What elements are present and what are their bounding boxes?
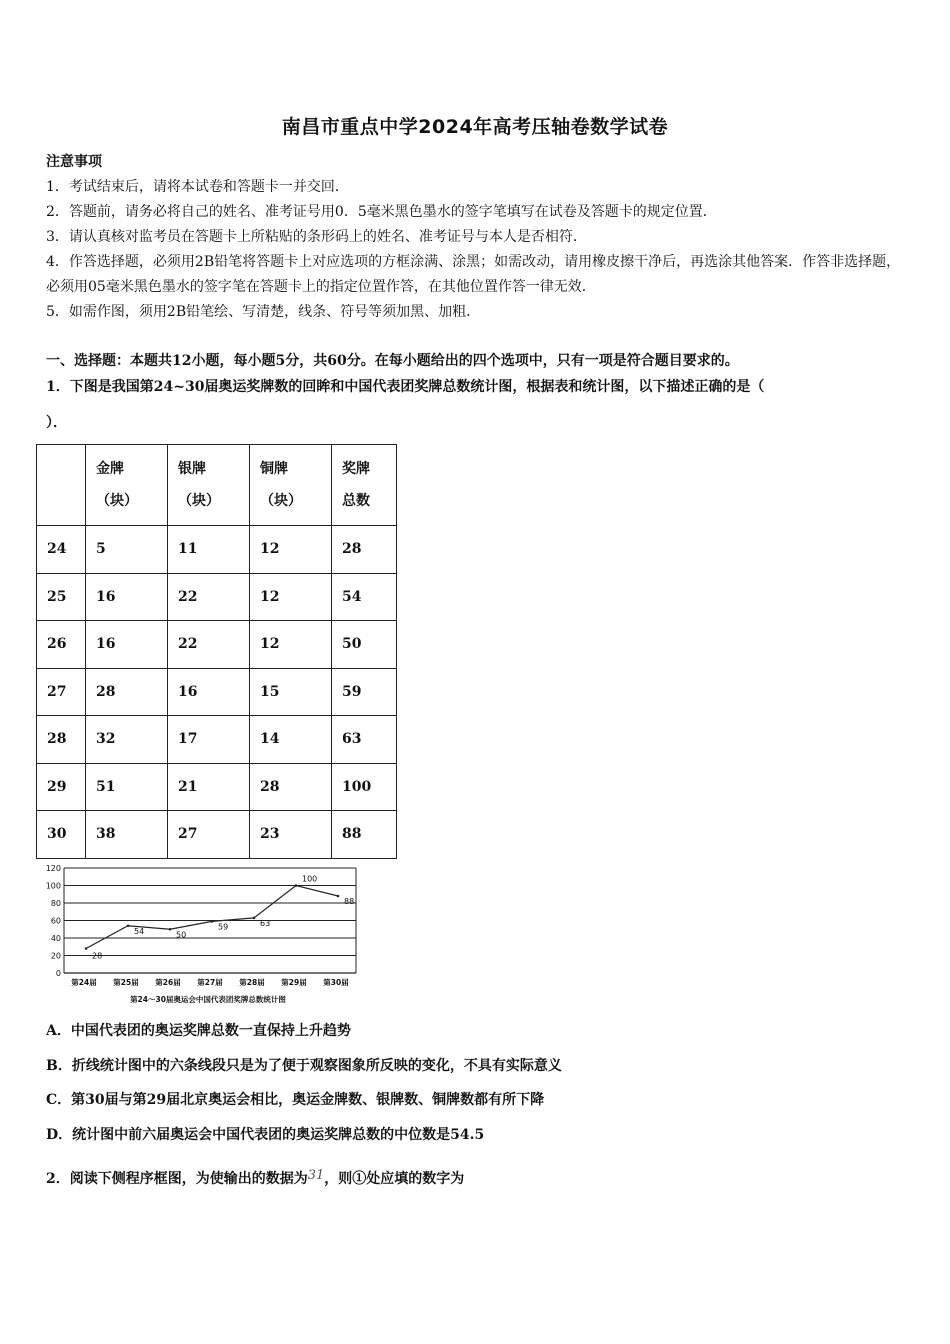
data-point [127, 924, 130, 927]
data-label: 50 [176, 930, 187, 940]
x-tick-label: 第27届 [197, 978, 223, 987]
x-tick-label: 第25届 [113, 978, 139, 987]
notes-section [46, 150, 906, 325]
note-item: 4．作答选择题，必须用2B铅笔将答题卡上对应选项的方框涂满、涂黑；如需改动，请用橡皮擦干净后，再选涂其他答案．作答非选择题，必须用05毫米黑色墨水的签字笔在答题卡上的指定位置作答，在其他位置作答一律无效． [46, 254, 901, 295]
data-label: 63 [260, 918, 271, 928]
data-label: 88 [344, 897, 355, 906]
note-item: 2．答题前，请务必将自己的姓名、准考证号用0．5毫米黑色墨水的签字笔填写在试卷及答题卡的规定位置． [46, 204, 717, 220]
table-row: 30 38 27 23 88 [37, 811, 397, 859]
y-tick-label: 60 [50, 916, 61, 926]
header-cell-total: 奖牌 总数 [332, 445, 397, 526]
option-d: D．统计图中前六届奥运会中国代表团的奥运奖牌总数的中位数是54.5 [46, 1127, 485, 1143]
data-label: 54 [134, 926, 145, 936]
chart-svg [38, 860, 368, 1008]
note-item: 5．如需作图，须用2B铅笔绘、写清楚，线条、符号等须加黑、加粗． [46, 304, 481, 320]
option-a: A．中国代表团的奥运奖牌总数一直保持上升趋势 [46, 1023, 351, 1039]
header-cell [37, 445, 86, 526]
output-number: 31 [307, 1168, 325, 1183]
x-tick-label: 第28届 [239, 978, 265, 987]
question-1-stem: 1．下图是我国第24~30届奥运奖牌数的回眸和中国代表团奖牌总数统计图，根据表和统计图，以下描述正确的是（ [46, 379, 765, 395]
x-tick-label: 第30届 [323, 978, 349, 987]
y-tick-label: 120 [45, 864, 61, 873]
y-tick-label: 0 [55, 969, 61, 978]
data-label: 100 [302, 874, 318, 884]
table-header-row [37, 445, 397, 526]
table-row: 29 51 21 28 100 [37, 763, 397, 811]
table-row: 26 16 22 12 50 [37, 621, 397, 669]
table-row: 28 32 17 14 63 [37, 716, 397, 764]
series-line [86, 886, 338, 949]
table-row: 27 28 16 15 59 [37, 668, 397, 716]
header-cell-bronze: 铜牌 （块） [250, 445, 332, 526]
table-row: 24 5 11 12 28 [37, 526, 397, 574]
y-tick-label: 40 [50, 934, 61, 943]
data-point [211, 920, 214, 923]
table-row: 25 16 22 12 54 [37, 573, 397, 621]
note-item: 1．考试结束后，请将本试卷和答题卡一并交回． [46, 179, 349, 195]
question-2 [46, 1168, 464, 1188]
medal-table [36, 444, 397, 859]
data-point [337, 895, 340, 898]
notes-heading: 注意事项 [46, 154, 102, 170]
data-point [169, 928, 172, 931]
data-label: 28 [92, 951, 103, 961]
data-label: 59 [218, 922, 229, 932]
data-point [295, 884, 298, 887]
data-point [85, 947, 88, 950]
header-cell-gold: 金牌 （块） [86, 445, 168, 526]
question-2-text-end: ，则①处应填的数字为 [324, 1171, 465, 1187]
option-b: B．折线统计图中的六条线段只是为了便于观察图象所反映的变化，不具有实际意义 [46, 1058, 562, 1074]
y-tick-label: 20 [50, 951, 61, 961]
question-1-stem-end: ）． [46, 415, 67, 431]
x-tick-label: 第29届 [281, 978, 307, 987]
x-tick-label: 第26届 [155, 978, 181, 987]
data-point [253, 917, 256, 920]
header-cell-silver: 银牌 （块） [168, 445, 250, 526]
x-tick-label: 第24届 [71, 978, 97, 987]
chart-title: 第24～30届奥运会中国代表团奖牌总数统计图 [130, 995, 286, 1004]
question-2-text: 2．阅读下侧程序框图，为使输出的数据为 [46, 1171, 308, 1187]
note-item: 3．请认真核对监考员在答题卡上所粘贴的条形码上的姓名、准考证号与本人是否相符． [46, 229, 587, 245]
page-title: 南昌市重点中学2024年高考压轴卷数学试卷 [281, 116, 669, 138]
medal-line-chart [38, 860, 368, 1012]
option-c: C．第30届与第29届北京奥运会相比，奥运金牌数、银牌数、铜牌数都有所下降 [46, 1092, 545, 1108]
section-heading: 一、选择题：本题共12小题，每小题5分，共60分。在每小题给出的四个选项中，只有一项是符合题目要求的。 [46, 353, 739, 369]
y-tick-label: 80 [50, 899, 61, 908]
y-tick-label: 100 [45, 881, 61, 891]
